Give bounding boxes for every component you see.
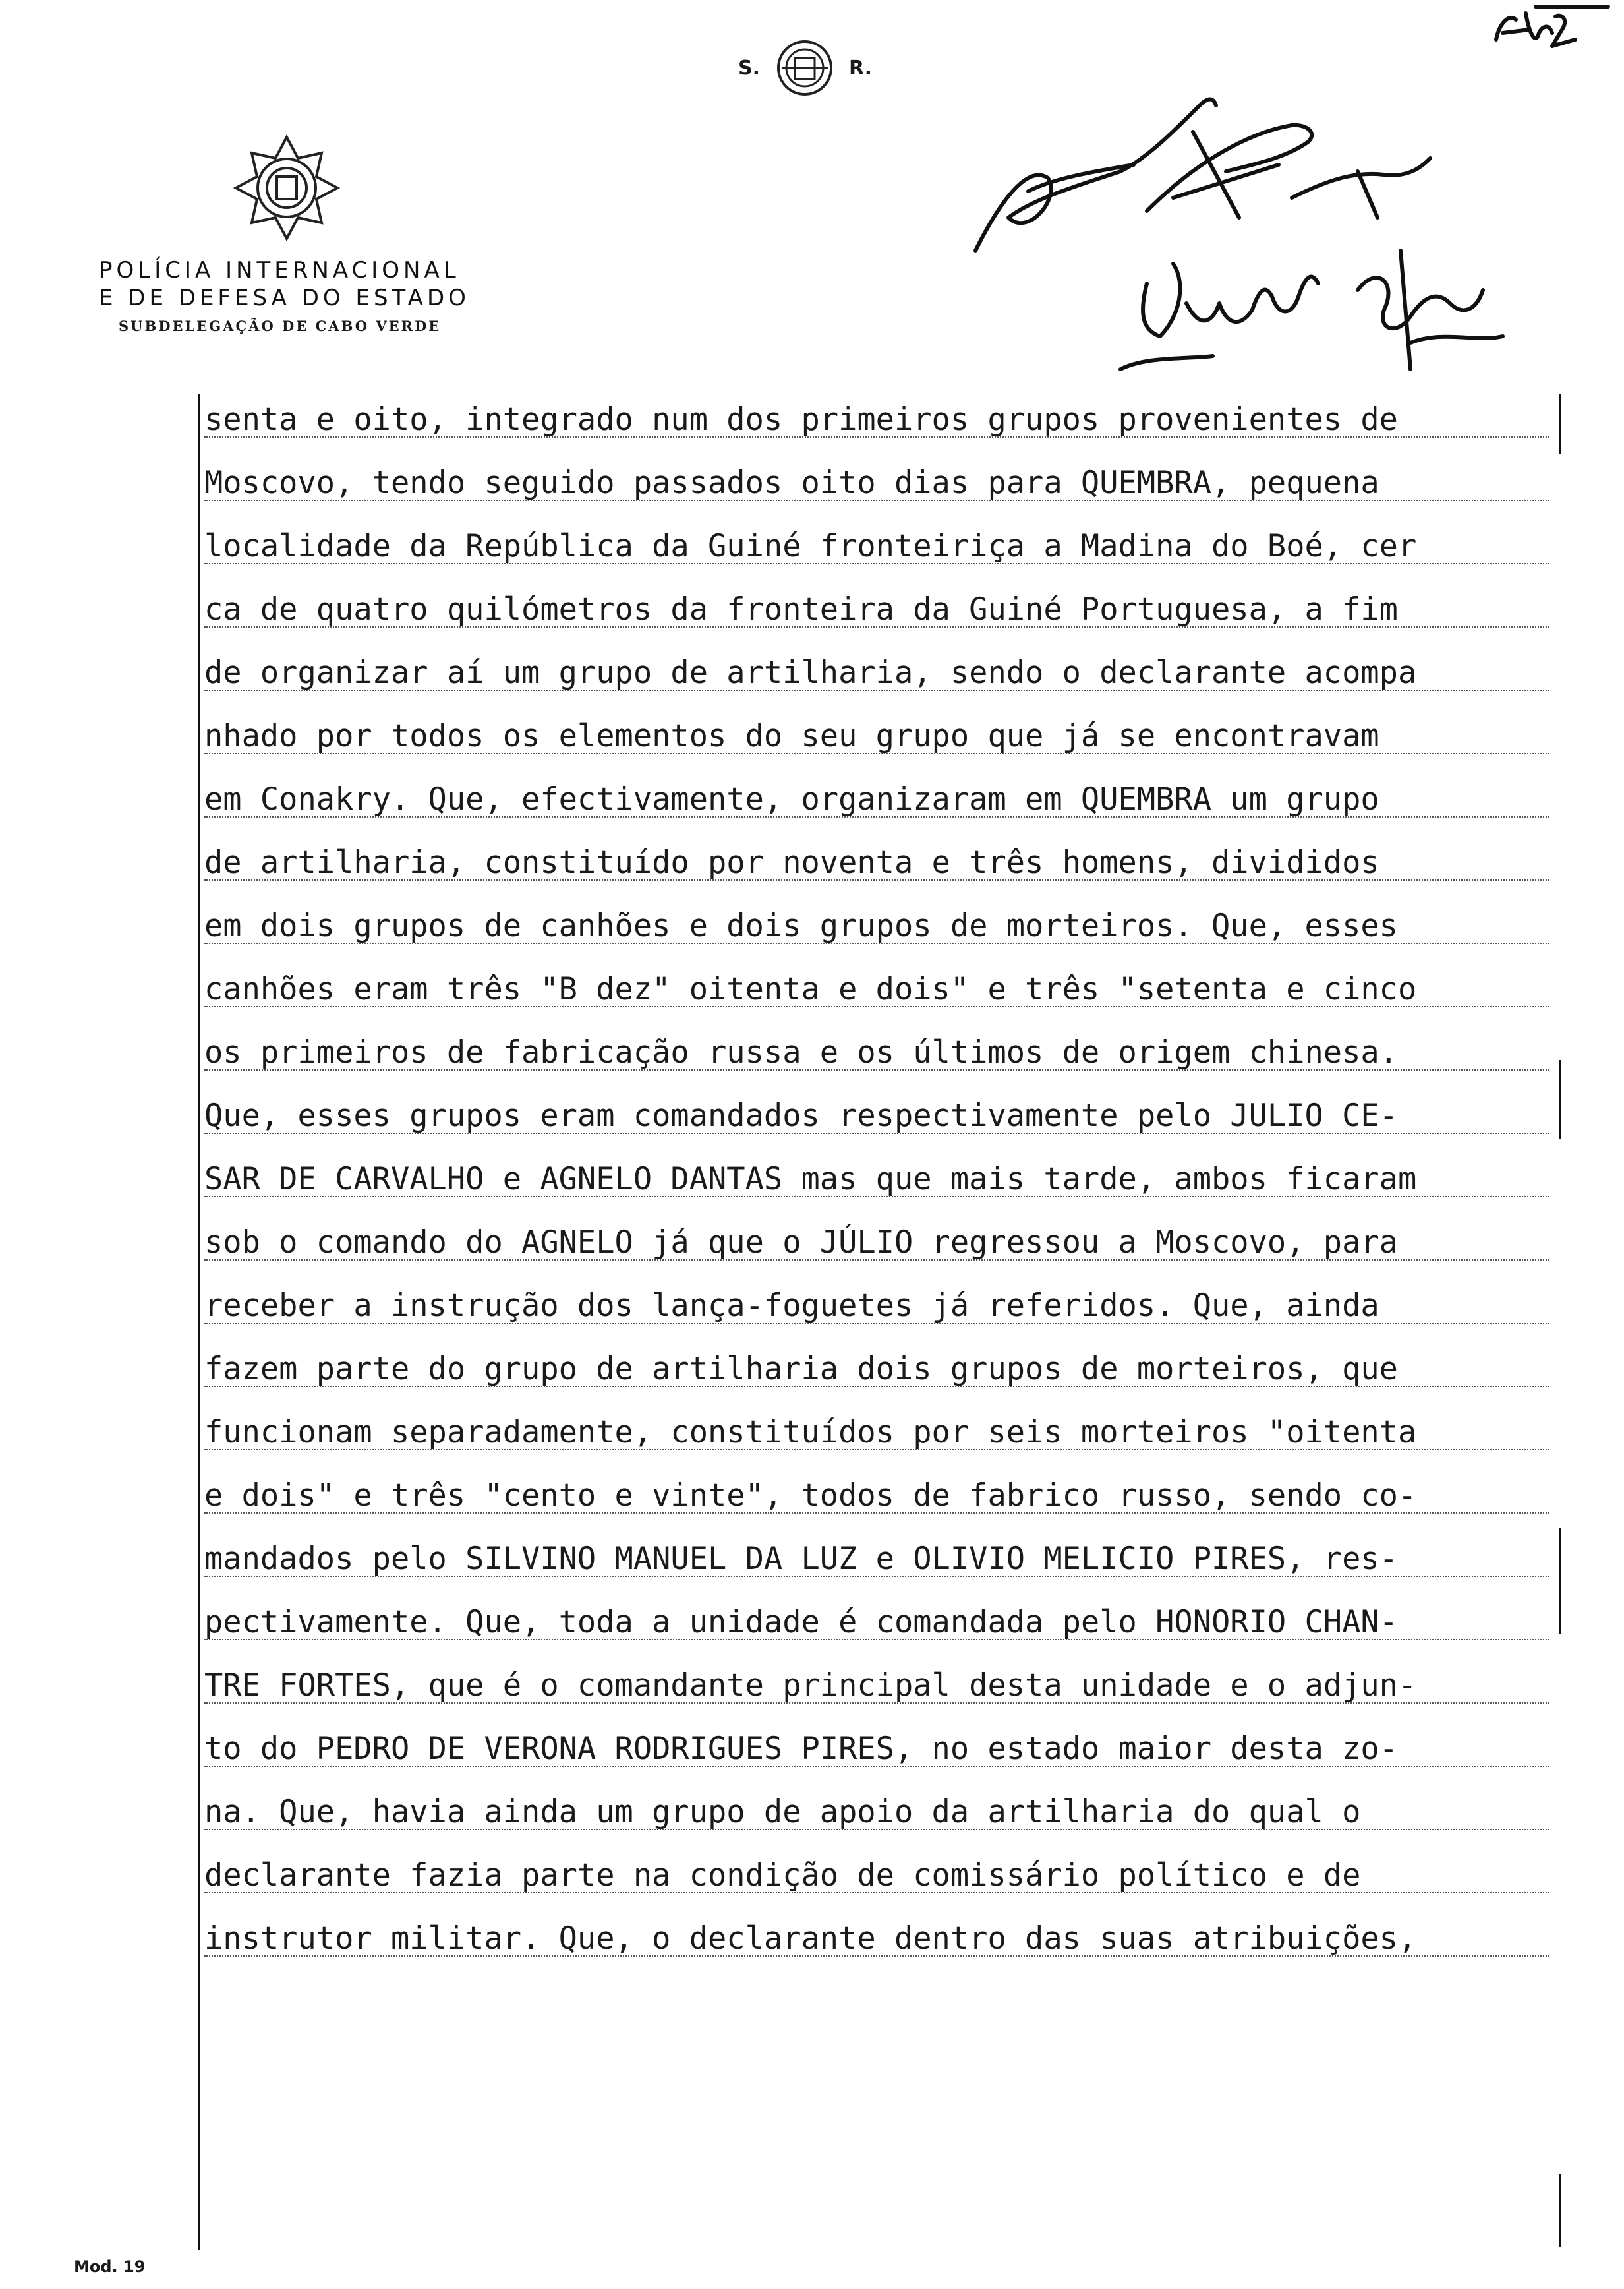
dotted-rule (204, 1323, 1549, 1324)
org-subdivision: SUBDELEGAÇÃO DE CABO VERDE (119, 318, 442, 334)
text-line: na. Que, havia ainda um grupo de apoio da artilharia do qual o (204, 1794, 1361, 1830)
signatures-area (949, 0, 1624, 396)
text-line: Que, esses grupos eram comandados respectivamente pelo JULIO CE- (204, 1098, 1398, 1134)
dotted-rule (204, 1892, 1549, 1893)
pide-emblem-icon (231, 132, 343, 244)
seal-left-letter: S. (738, 57, 761, 80)
seal-right-letter: R. (849, 57, 873, 80)
dotted-rule (204, 626, 1549, 628)
dotted-rule (204, 1449, 1549, 1450)
text-line: fazem parte do grupo de artilharia dois grupos de morteiros, que (204, 1351, 1398, 1387)
right-margin-ticks (1559, 394, 1563, 2250)
dotted-rule (204, 436, 1549, 438)
text-line: de artilharia, constituído por noventa e três homens, divididos (204, 845, 1379, 881)
dotted-rule (204, 1386, 1549, 1387)
dotted-rule (204, 1133, 1549, 1134)
text-line: mandados pelo SILVINO MANUEL DA LUZ e OLIVIO MELICIO PIRES, res- (204, 1541, 1398, 1577)
dotted-rule (204, 1639, 1549, 1640)
text-line: e dois" e três "cento e vinte", todos de fabrico russo, sendo co- (204, 1477, 1417, 1514)
text-line: declarante fazia parte na condição de comissário político e de (204, 1857, 1361, 1893)
text-line: pectivamente. Que, toda a unidade é comandada pelo HONORIO CHAN- (204, 1604, 1398, 1640)
text-line: TRE FORTES, que é o comandante principal desta unidade e o adjun- (204, 1667, 1417, 1704)
text-line: SAR DE CARVALHO e AGNELO DANTAS mas que mais tarde, ambos ficaram (204, 1161, 1417, 1197)
republic-seal-icon (768, 32, 841, 104)
org-name-line2: E DE DEFESA DO ESTADO (99, 285, 470, 311)
text-line: Moscovo, tendo seguido passados oito dias para QUEMBRA, pequena (204, 465, 1379, 501)
dotted-rule (204, 943, 1549, 944)
dotted-rule (204, 690, 1549, 691)
dotted-rule (204, 879, 1549, 881)
dotted-rule (204, 1955, 1549, 1957)
text-line: os primeiros de fabricação russa e os últimos de origem chinesa. (204, 1034, 1398, 1071)
text-line: to do PEDRO DE VERONA RODRIGUES PIRES, no estado maior desta zo- (204, 1731, 1398, 1767)
text-line: de organizar aí um grupo de artilharia, sendo o declarante acompa (204, 655, 1417, 691)
text-line: instrutor militar. Que, o declarante dentro das suas atribuições, (204, 1920, 1417, 1957)
text-line: senta e oito, integrado num dos primeiros grupos provenientes de (204, 401, 1398, 438)
text-line: em Conakry. Que, efectivamente, organizaram em QUEMBRA um grupo (204, 781, 1379, 818)
dotted-rule (204, 1576, 1549, 1577)
dotted-rule (204, 1069, 1549, 1071)
dotted-rule (204, 816, 1549, 818)
dotted-rule (204, 1512, 1549, 1514)
dotted-rule (204, 1829, 1549, 1830)
text-line: localidade da República da Guiné fronteiriça a Madina do Boé, cer (204, 528, 1417, 564)
dotted-rule (204, 1006, 1549, 1007)
handwritten-signatures-icon (949, 0, 1624, 396)
org-name-line1: POLÍCIA INTERNACIONAL (99, 257, 460, 283)
text-line: ca de quatro quilómetros da fronteira da Guiné Portuguesa, a fim (204, 591, 1398, 628)
text-line: nhado por todos os elementos do seu grupo que já se encontravam (204, 718, 1379, 754)
form-code: Mod. 19 (74, 2257, 146, 2276)
dotted-rule (204, 1259, 1549, 1261)
dotted-rule (204, 753, 1549, 754)
dotted-rule (204, 1702, 1549, 1704)
dotted-rule (204, 1766, 1549, 1767)
dotted-rule (204, 500, 1549, 501)
text-line: receber a instrução dos lança-foguetes já referidos. Que, ainda (204, 1288, 1379, 1324)
dotted-rule (204, 563, 1549, 564)
text-line: canhões eram três "B dez" oitenta e dois" e três "setenta e cinco (204, 971, 1417, 1007)
top-seal (738, 25, 936, 111)
dotted-rule (204, 1196, 1549, 1197)
text-line: funcionam separadamente, constituídos por seis morteiros "oitenta (204, 1414, 1417, 1450)
text-line: sob o comando do AGNELO já que o JÚLIO regressou a Moscovo, para (204, 1224, 1398, 1261)
text-line: em dois grupos de canhões e dois grupos de morteiros. Que, esses (204, 908, 1398, 944)
